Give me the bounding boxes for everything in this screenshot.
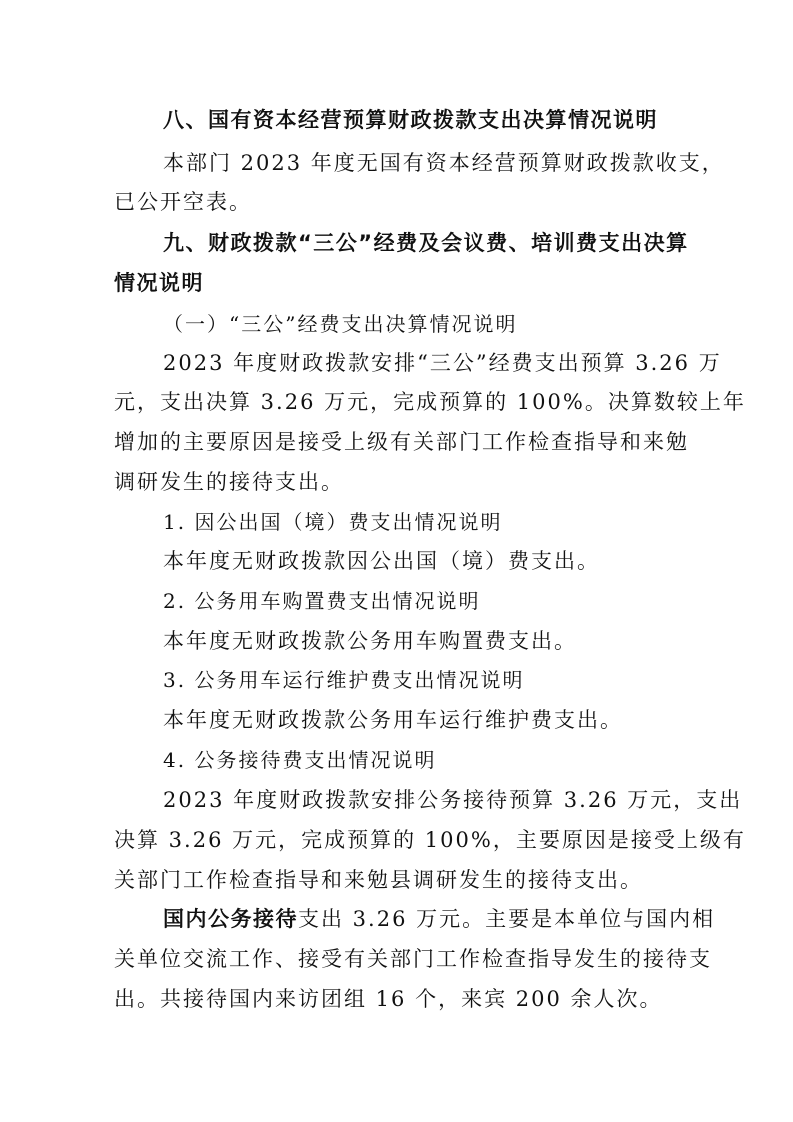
- section9-heading-line2: 情况说明: [114, 271, 204, 295]
- item2-title: 2. 公务用车购置费支出情况说明: [163, 589, 481, 613]
- summary-line2: 元，支出决算 3.26 万元，完成预算的 100%。决算数较上年: [114, 390, 746, 414]
- subsection1-title: （一）“三公”经费支出决算情况说明: [163, 312, 518, 336]
- summary-line3: 增加的主要原因是接受上级有关部门工作检查指导和来勉: [114, 430, 689, 454]
- domestic-line3: 出。共接待国内来访团组 16 个，来宾 200 余人次。: [114, 987, 663, 1011]
- section8-paragraph-line2: 已公开空表。: [114, 190, 252, 214]
- domestic-bold-label: 国内公务接待: [163, 907, 298, 931]
- domestic-line1-rest: 支出 3.26 万元。主要是本单位与国内相: [298, 907, 716, 931]
- item1-title: 1. 因公出国（境）费支出情况说明: [163, 510, 503, 534]
- item3-text: 本年度无财政拨款公务用车运行维护费支出。: [163, 708, 623, 732]
- item3-title: 3. 公务用车运行维护费支出情况说明: [163, 668, 525, 692]
- item2-text: 本年度无财政拨款公务用车购置费支出。: [163, 629, 577, 653]
- section8-paragraph-line1: 本部门 2023 年度无国有资本经营预算财政拨款收支，: [163, 151, 725, 175]
- item4-title: 4. 公务接待费支出情况说明: [163, 748, 437, 772]
- item4-line1: 2023 年度财政拨款安排公务接待预算 3.26 万元，支出: [163, 788, 743, 812]
- section9-heading-line1: 九、财政拨款“三公”经费及会议费、培训费支出决算: [163, 231, 689, 255]
- summary-line1: 2023 年度财政拨款安排“三公”经费支出预算 3.26 万: [163, 351, 722, 375]
- item4-line2: 决算 3.26 万元，完成预算的 100%，主要原因是接受上级有: [114, 828, 746, 852]
- domestic-line1: [163, 904, 715, 934]
- item4-line3: 关部门工作检查指导和来勉县调研发生的接待支出。: [114, 868, 643, 892]
- domestic-line2: 关单位交流工作、接受有关部门工作检查指导发生的接待支: [114, 947, 712, 971]
- item1-text: 本年度无财政拨款因公出国（境）费支出。: [163, 549, 600, 573]
- summary-line4: 调研发生的接待支出。: [114, 470, 344, 494]
- section8-heading: 八、国有资本经营预算财政拨款支出决算情况说明: [163, 108, 658, 132]
